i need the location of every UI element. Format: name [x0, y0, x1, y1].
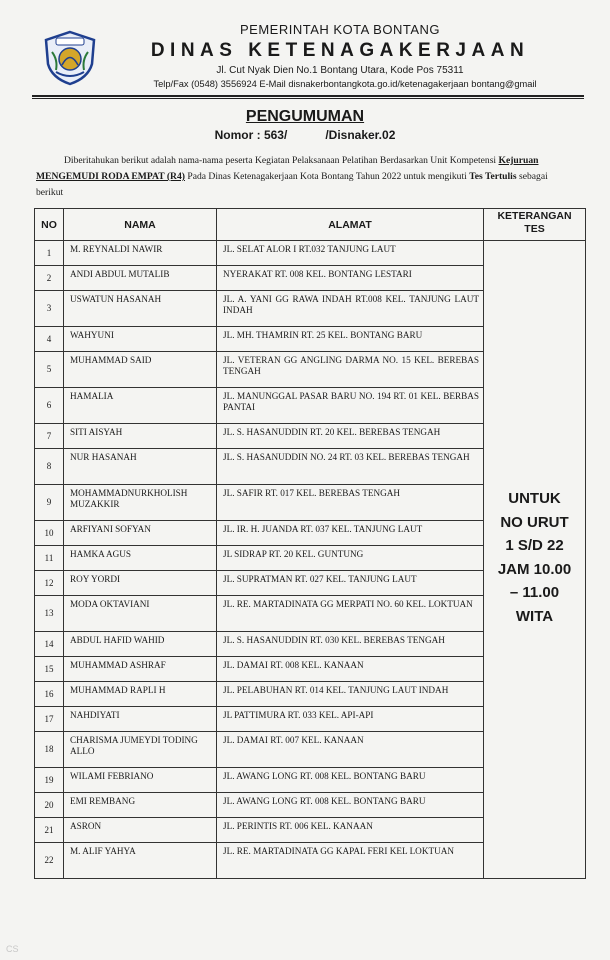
row-number: 7	[35, 424, 64, 449]
table-row	[35, 241, 586, 266]
participant-name: ASRON	[64, 818, 217, 843]
row-number: 21	[35, 818, 64, 843]
participant-name: HAMALIA	[64, 388, 217, 424]
row-number: 11	[35, 546, 64, 571]
scan-watermark: CS	[6, 944, 19, 954]
participant-address: JL. PERINTIS RT. 006 KEL. KANAAN	[217, 818, 484, 843]
participant-name: ANDI ABDUL MUTALIB	[64, 266, 217, 291]
participant-address: JL. S. HASANUDDIN NO. 24 RT. 03 KEL. BEREBAS TENGAH	[217, 449, 484, 485]
participant-address: JL. RE. MARTADINATA GG KAPAL FERI KEL LOKTUAN	[217, 843, 484, 879]
row-number: 19	[35, 768, 64, 793]
participant-name: M. ALIF YAHYA	[64, 843, 217, 879]
intro-test: Tes Tertulis	[469, 171, 517, 182]
announcement-title	[0, 108, 610, 126]
intro-kejuruan: Kejuruan	[498, 155, 539, 166]
test-schedule-line: WITA	[515, 607, 554, 625]
row-number: 15	[35, 657, 64, 682]
participant-address: JL. S. HASANUDDIN RT. 030 KEL. BEREBAS TENGAH	[217, 632, 484, 657]
participant-address: NYERAKAT RT. 008 KEL. BONTANG LESTARI	[217, 266, 484, 291]
participant-name: CHARISMA JUMEYDI TODING ALLO	[64, 732, 217, 768]
row-number: 9	[35, 485, 64, 521]
intro-text-3: sebagai	[516, 171, 548, 182]
intro-text-2: Pada Dinas Ketenagakerjaan Kota Bontang Tahun 2022 untuk mengikuti	[184, 171, 470, 182]
participant-name: MUHAMMAD RAPLI H	[64, 682, 217, 707]
participant-name: WILAMI FEBRIANO	[64, 768, 217, 793]
row-number: 4	[35, 327, 64, 352]
participant-name: MUHAMMAD ASHRAF	[64, 657, 217, 682]
participant-address: JL. A. YANI GG RAWA INDAH RT.008 KEL. TANJUNG LAUT INDAH	[217, 291, 484, 327]
participant-address: JL. MH. THAMRIN RT. 25 KEL. BONTANG BARU	[217, 327, 484, 352]
number-suffix: /Disnaker.02	[325, 128, 396, 142]
participant-name: ARFIYANI SOFYAN	[64, 521, 217, 546]
announcement-title-text: PENGUMUMAN	[245, 108, 365, 125]
department-address: Jl. Cut Nyak Dien No.1 Bontang Utara, Kode Pos 75311	[216, 65, 464, 76]
participant-name: MODA OKTAVIANI	[64, 596, 217, 632]
participant-address: JL. SAFIR RT. 017 KEL. BEREBAS TENGAH	[217, 485, 484, 521]
test-schedule-line: NO URUT	[500, 513, 569, 531]
participant-address: JL. SELAT ALOR I RT.032 TANJUNG LAUT	[217, 241, 484, 266]
header-nama: NAMA	[64, 209, 217, 241]
participant-address: JL PATTIMURA RT. 033 KEL. API-API	[217, 707, 484, 732]
test-schedule-line: UNTUK	[508, 490, 561, 507]
header-no: NO	[35, 209, 64, 241]
participant-address: JL. PELABUHAN RT. 014 KEL. TANJUNG LAUT INDAH	[217, 682, 484, 707]
test-schedule-line: JAM 10.00	[497, 560, 572, 578]
intro-text-4: berikut	[36, 187, 64, 198]
participant-name: USWATUN HASANAH	[64, 291, 217, 327]
row-number: 17	[35, 707, 64, 732]
participant-name: NUR HASANAH	[64, 449, 217, 485]
table-header-row	[35, 209, 586, 241]
row-number: 6	[35, 388, 64, 424]
city-emblem-icon	[42, 30, 98, 86]
participant-name: ABDUL HAFID WAHID	[64, 632, 217, 657]
participant-name: WAHYUNI	[64, 327, 217, 352]
test-schedule-line: – 11.00	[509, 584, 560, 601]
department-name: DINAS KETENAGAKERJAAN	[150, 40, 530, 61]
participant-name: ROY YORDI	[64, 571, 217, 596]
announcement-number	[0, 128, 610, 142]
participant-name: HAMKA AGUS	[64, 546, 217, 571]
test-schedule-cell	[484, 241, 586, 879]
number-prefix: Nomor : 563/	[214, 128, 288, 142]
row-number: 1	[35, 241, 64, 266]
row-number: 14	[35, 632, 64, 657]
header-keterangan: KETERANGAN TES	[484, 209, 586, 241]
row-number: 5	[35, 352, 64, 388]
department-contact: Telp/Fax (0548) 3556924 E-Mail disnakerbontangkota.go.id/ketenagakerjaan bontang@gmail	[153, 79, 537, 89]
row-number: 3	[35, 291, 64, 327]
participant-address: JL. AWANG LONG RT. 008 KEL. BONTANG BARU	[217, 768, 484, 793]
header-alamat: ALAMAT	[217, 209, 484, 241]
participant-address: JL. DAMAI RT. 007 KEL. KANAAN	[217, 732, 484, 768]
participant-name: SITI AISYAH	[64, 424, 217, 449]
participant-name: MUHAMMAD SAID	[64, 352, 217, 388]
row-number: 12	[35, 571, 64, 596]
row-number: 10	[35, 521, 64, 546]
participant-address: JL. IR. H. JUANDA RT. 037 KEL. TANJUNG LAUT	[217, 521, 484, 546]
participant-address: JL. S. HASANUDDIN RT. 20 KEL. BEREBAS TENGAH	[217, 424, 484, 449]
row-number: 18	[35, 732, 64, 768]
participant-name: M. REYNALDI NAWIR	[64, 241, 217, 266]
participant-address: JL. AWANG LONG RT. 008 KEL. BONTANG BARU	[217, 793, 484, 818]
participant-name: NAHDIYATI	[64, 707, 217, 732]
row-number: 8	[35, 449, 64, 485]
participant-address: JL. DAMAI RT. 008 KEL. KANAAN	[217, 657, 484, 682]
intro-program: MENGEMUDI RODA EMPAT (R4)	[36, 171, 185, 182]
row-number: 13	[35, 596, 64, 632]
row-number: 2	[35, 266, 64, 291]
participant-address: JL. SUPRATMAN RT. 027 KEL. TANJUNG LAUT	[217, 571, 484, 596]
row-number: 16	[35, 682, 64, 707]
participant-address: JL. RE. MARTADINATA GG MERPATI NO. 60 KEL. LOKTUAN	[217, 596, 484, 632]
row-number: 20	[35, 793, 64, 818]
participant-name: EMI REMBANG	[64, 793, 217, 818]
letterhead-divider	[32, 95, 584, 97]
intro-paragraph	[36, 153, 584, 201]
participant-table	[34, 208, 586, 879]
row-number: 22	[35, 843, 64, 879]
government-name: PEMERINTAH KOTA BONTANG	[239, 22, 441, 37]
letterhead-divider-thin	[32, 98, 584, 99]
intro-text-1: Diberitahukan berikut adalah nama-nama peserta Kegiatan Pelaksanaan Pelatihan Berdasarkan Unit Kompetensi	[64, 155, 499, 166]
test-schedule-line: 1 S/D 22	[505, 537, 564, 554]
participant-address: JL. VETERAN GG ANGLING DARMA NO. 15 KEL. BEREBAS TENGAH	[217, 352, 484, 388]
participant-address: JL. MANUNGGAL PASAR BARU NO. 194 RT. 01 KEL. BERBAS PANTAI	[217, 388, 484, 424]
participant-name: MOHAMMADNURKHOLISH MUZAKKIR	[64, 485, 217, 521]
participant-address: JL SIDRAP RT. 20 KEL. GUNTUNG	[217, 546, 484, 571]
test-schedule-text	[484, 487, 585, 628]
